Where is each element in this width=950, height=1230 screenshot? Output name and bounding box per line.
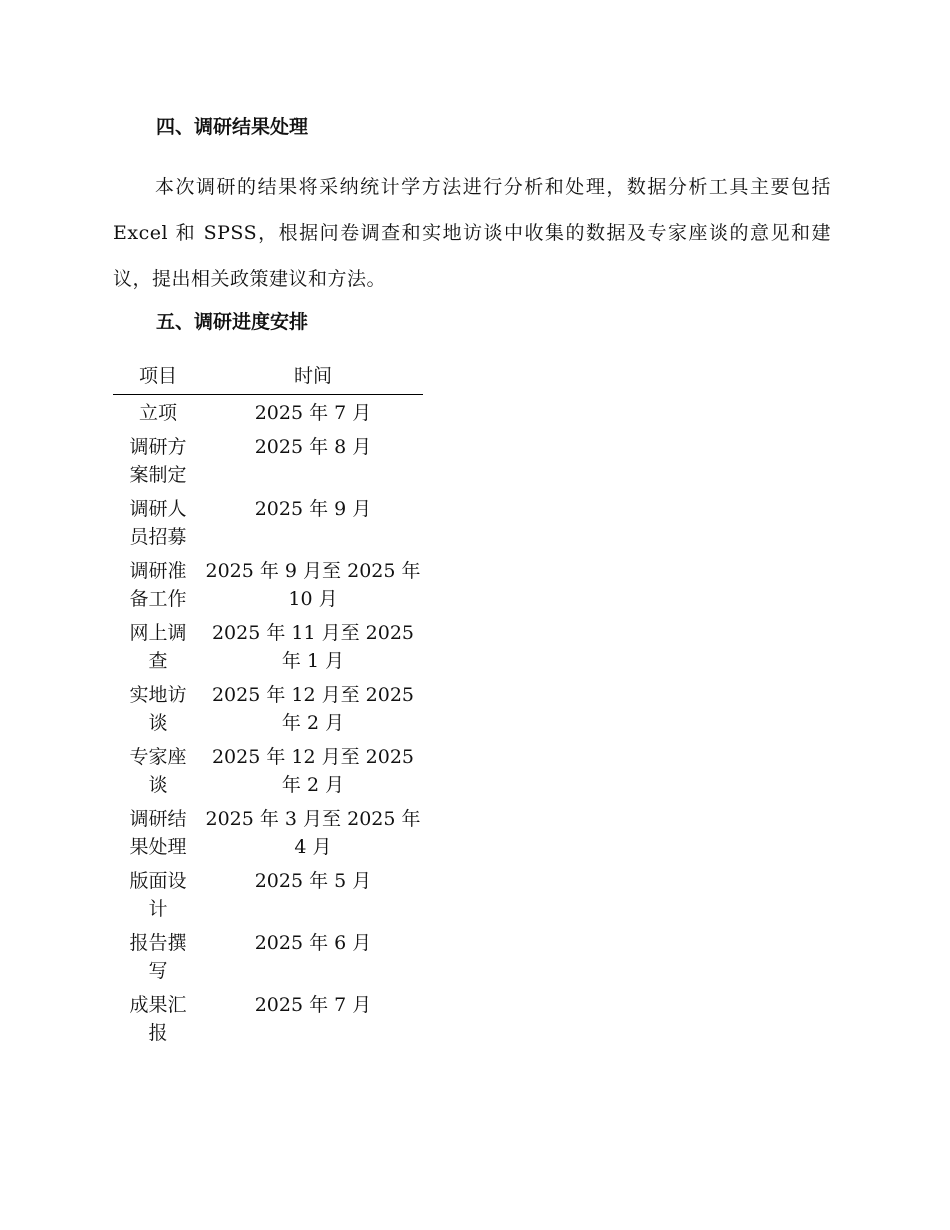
item-cell: 调研方案制定	[129, 436, 187, 486]
schedule-table	[113, 364, 423, 1049]
item-cell: 实地访谈	[129, 684, 187, 734]
table-row	[113, 429, 423, 491]
column-header-item: 项目	[113, 364, 203, 395]
item-cell: 立项	[138, 402, 177, 424]
column-header-time: 时间	[203, 364, 423, 395]
item-cell: 调研结果处理	[129, 808, 187, 858]
table-row	[113, 863, 423, 925]
table-row	[113, 491, 423, 553]
table-row	[113, 739, 423, 801]
section-heading-schedule: 五、调研进度安排	[156, 311, 309, 333]
item-cell: 成果汇报	[129, 994, 187, 1044]
time-cell: 2025 年 12 月至 2025 年 2 月	[211, 684, 415, 734]
time-cell: 2025 年 7 月	[254, 994, 372, 1016]
table-row	[113, 801, 423, 863]
item-cell: 专家座谈	[129, 746, 187, 796]
time-cell: 2025 年 6 月	[254, 932, 372, 954]
item-cell: 网上调查	[129, 622, 187, 672]
results-processing-paragraph: 本次调研的结果将采纳统计学方法进行分析和处理，数据分析工具主要包括 Excel 和 SPSS，根据问卷调查和实地访谈中收集的数据及专家座谈的意见和建议，提出相关政策建议和方法。	[113, 176, 831, 290]
time-cell: 2025 年 7 月	[254, 402, 372, 424]
table-row	[113, 987, 423, 1049]
table-row	[113, 395, 423, 430]
table-header-row	[113, 364, 423, 395]
item-cell: 报告撰写	[129, 932, 187, 982]
time-cell: 2025 年 11 月至 2025 年 1 月	[211, 622, 415, 672]
table-row	[113, 677, 423, 739]
time-cell: 2025 年 5 月	[254, 870, 372, 892]
time-cell: 2025 年 3 月至 2025 年 4 月	[205, 808, 421, 858]
section-heading-results-processing: 四、调研结果处理	[156, 116, 309, 138]
time-cell: 2025 年 8 月	[254, 436, 372, 458]
item-cell: 版面设计	[129, 870, 187, 920]
item-cell: 调研准备工作	[129, 560, 187, 610]
time-cell: 2025 年 12 月至 2025 年 2 月	[211, 746, 415, 796]
table-row	[113, 925, 423, 987]
time-cell: 2025 年 9 月	[254, 498, 372, 520]
item-cell: 调研人员招募	[129, 498, 187, 548]
table-row	[113, 553, 423, 615]
time-cell: 2025 年 9 月至 2025 年 10 月	[205, 560, 421, 610]
table-row	[113, 615, 423, 677]
